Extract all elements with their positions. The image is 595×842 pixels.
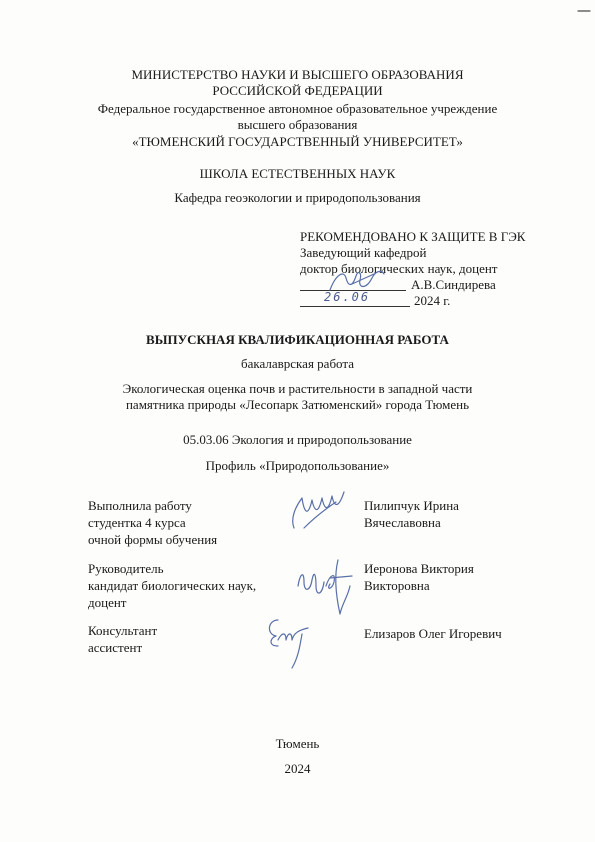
consultant-role: Консультант ассистент bbox=[88, 623, 158, 655]
work-topic-line-2: памятника природы «Лесопарк Затюменский» города Тюмень bbox=[125, 397, 470, 412]
department-name: Кафедра геоэкологии и природопользования bbox=[174, 190, 421, 205]
work-profile: Профиль «Природопользование» bbox=[205, 458, 390, 473]
footer-city: Тюмень bbox=[275, 736, 320, 751]
student-name: Пилипчук Ирина Вячеславовна bbox=[364, 498, 459, 530]
ministry-line-1: МИНИСТЕРСТВО НАУКИ И ВЫСШЕГО ОБРАЗОВАНИЯ bbox=[131, 67, 464, 82]
work-specialty: 05.03.06 Экология и природопользование bbox=[183, 432, 412, 447]
consultant-name: Елизаров Олег Игоревич bbox=[364, 626, 502, 641]
approval-name: А.В.Синдирева bbox=[411, 277, 496, 292]
ministry-line-2: РОССИЙСКОЙ ФЕДЕРАЦИИ bbox=[212, 83, 383, 98]
approval-year: 2024 г. bbox=[414, 293, 451, 308]
supervisor-signature bbox=[290, 556, 360, 618]
university-name: «ТЮМЕНСКИЙ ГОСУДАРСТВЕННЫЙ УНИВЕРСИТЕТ» bbox=[132, 134, 463, 149]
school-name: ШКОЛА ЕСТЕСТВЕННЫХ НАУК bbox=[199, 166, 396, 181]
scan-mark bbox=[576, 8, 592, 14]
work-topic-line-1: Экологическая оценка почв и растительности в западной части bbox=[122, 381, 473, 396]
supervisor-name: Иеронова Виктория Викторовна bbox=[364, 561, 474, 593]
institution-line-1: Федеральное государственное автономное образовательное учреждение bbox=[97, 101, 498, 116]
institution-line-2: высшего образования bbox=[237, 117, 358, 132]
work-type: бакалаврская работа bbox=[241, 356, 354, 371]
approval-position: Заведующий кафедрой bbox=[300, 245, 427, 260]
student-role: Выполнила работу студентка 4 курса очной формы обучения bbox=[88, 498, 218, 547]
approval-degree: доктор биологических наук, доцент bbox=[300, 261, 498, 276]
work-title: ВЫПУСКНАЯ КВАЛИФИКАЦИОННАЯ РАБОТА bbox=[146, 332, 449, 347]
consultant-signature bbox=[262, 610, 322, 672]
footer-year: 2024 bbox=[284, 761, 311, 776]
student-signature bbox=[284, 488, 350, 536]
approval-date-line bbox=[300, 306, 410, 307]
approval-title: РЕКОМЕНДОВАНО К ЗАЩИТЕ В ГЭК bbox=[300, 229, 526, 244]
supervisor-role: Руководитель кандидат биологических наук, доцент bbox=[88, 561, 257, 610]
approval-handwritten-date: 26.06 bbox=[324, 290, 371, 304]
